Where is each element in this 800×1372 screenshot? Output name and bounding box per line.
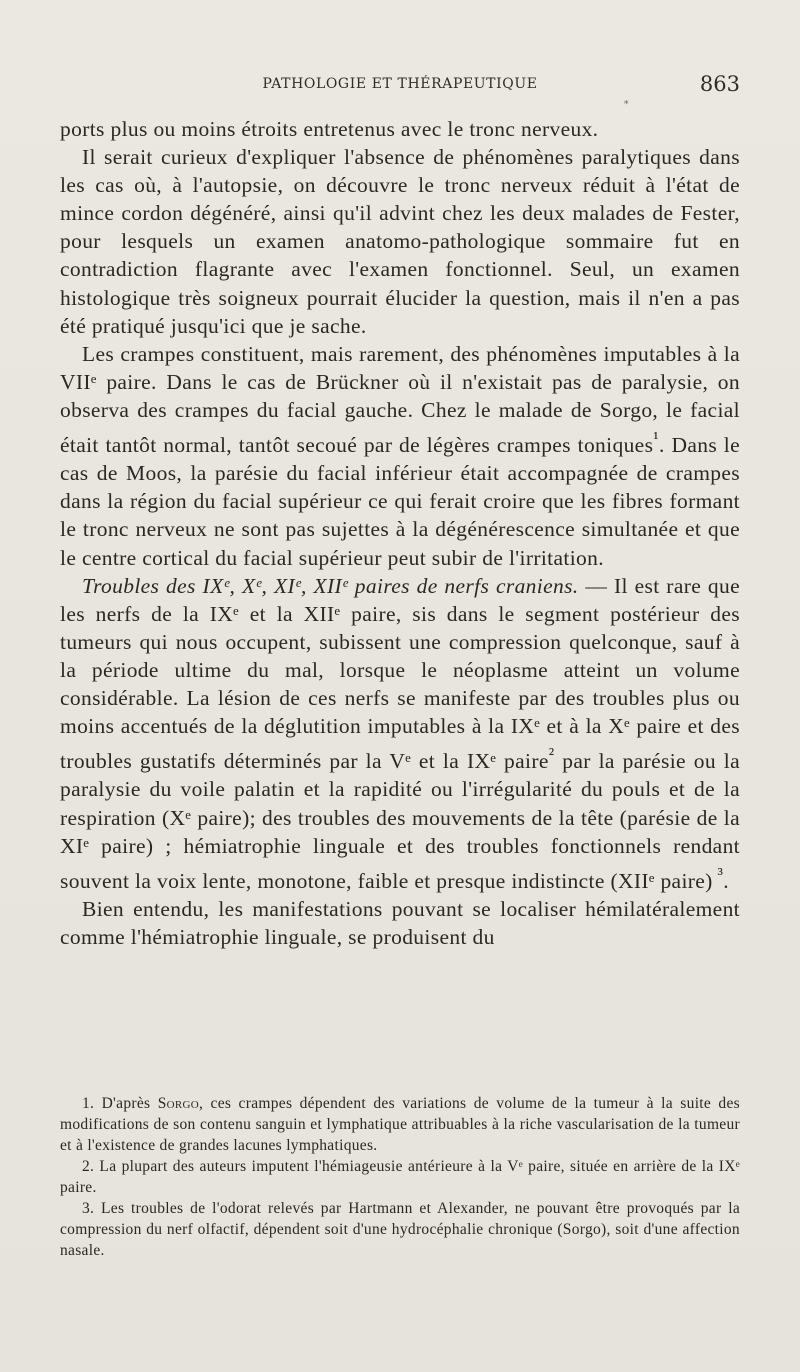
heading-dash: — (578, 573, 614, 598)
footnote-3: 3. Les troubles de l'odorat relevés par Hartmann et Alexander, ne pouvant être provoqués par la compression du nerf olfactif, dépendent soit d'une hydrocéphalie chronique (Sorgo), soit d'une affection nasale. (60, 1200, 740, 1259)
running-title: PATHOLOGIE ET THÉRAPEUTIQUE (262, 76, 538, 92)
paragraph-troubles-b: par la parésie ou la paralysie du voile palatin et la rapidité ou l'irrégularité du pouls et de la respiration (Xᵉ paire); des troubles des mouvements de la tête (parésie de la XIᵉ paire) ; hémiatrophie linguale et des troubles fonctionnels rendant souvent la voix lente, monotone, faible et presque indistincte (XIIᵉ paire) (60, 749, 741, 893)
footnote-ref-2: ² (548, 744, 555, 765)
running-head (60, 72, 740, 102)
footnote-1-author: Sorgo (157, 1095, 199, 1112)
paragraph-paralysis: Il serait curieux d'expliquer l'absence de phénomènes paralytiques dans les cas où, à l'autopsie, on découvre le tronc nerveux réduit à l'état de mince cordon dégénéré, ainsi qu'il advint chez les deux malades de Fester, pour lesquels un examen anatomo-pathologique sommaire fut en contradiction flagrante avec l'examen fonctionnel. Seul, un examen histologique très soigneux pourrait élucider la question, mais il n'en a pas été pratiqué jusqu'ici que je sache. (60, 145, 740, 338)
printer-mark: * (624, 100, 629, 110)
footnote-1-num: 1. D'après (82, 1095, 158, 1112)
paragraph-troubles-end: . (723, 868, 729, 893)
footnote-ref-1: ¹ (653, 428, 660, 449)
section-heading: Troubles des IXᵉ, Xᵉ, XIᵉ, XIIᵉ paires de nerfs craniens. (82, 573, 579, 598)
paragraph-crampes-b: . Dans le cas de Moos, la parésie du facial inférieur était accompagnée de crampes dans la région du facial supérieur ce qui ferait croire que les fibres formant le tronc nerveux ne sont pas sujettes à la dégénérescence simultanée et que le centre cortical du facial supérieur peut subir de l'irritation. (60, 433, 740, 570)
footnote-ref-3: ³ (712, 863, 724, 884)
body-text (60, 115, 740, 951)
paragraph-continuation: ports plus ou moins étroits entretenus avec le tronc nerveux. (60, 117, 599, 141)
paragraph-troubles-a: Il est rare que les nerfs de la IXᵉ et la XIIᵉ paire, sis dans le segment postérieur des tumeurs qui nous occupent, subissent une compression quelconque, sauf à la période ultime du mal, lorsque le néoplasme atteint un volume considérable. La lésion de ces nerfs se manifeste par des troubles plus ou moins accentués de la déglutition imputables à la IXᵉ et à la Xᵉ paire et des troubles gustatifs déterminés par la Vᵉ et la IXᵉ paire (60, 573, 740, 774)
paragraph-crampes (60, 340, 740, 572)
paragraph-crampes-a: Les crampes constituent, mais rarement, des phénomènes imputables à la VIIᵉ paire. Dans le cas de Brückner où il n'existait pas de paralysie, on observa des crampes du facial gauche. Chez le malade de Sorgo, le facial était tantôt normal, tantôt secoué par de légères crampes toniques (60, 341, 740, 458)
footnote-1 (60, 1093, 740, 1156)
paragraph-troubles (60, 572, 740, 895)
paragraph-bien-entendu: Bien entendu, les manifestations pouvant se localiser hémilatéralement comme l'hémiatrophie linguale, se produisent du (60, 897, 740, 950)
footnote-1-text: , ces crampes dépendent des variations de volume de la tumeur à la suite des modifications de son contenu sanguin et lymphatique attribuables à la riche vascularisation de la tumeur et à l'existence de grandes lacunes lymphatiques. (60, 1095, 740, 1154)
page-number: 863 (699, 72, 740, 96)
footnotes (60, 1093, 740, 1261)
footnote-2: 2. La plupart des auteurs imputent l'hémiageusie antérieure à la Vᵉ paire, située en arrière de la IXᵉ paire. (60, 1158, 740, 1196)
